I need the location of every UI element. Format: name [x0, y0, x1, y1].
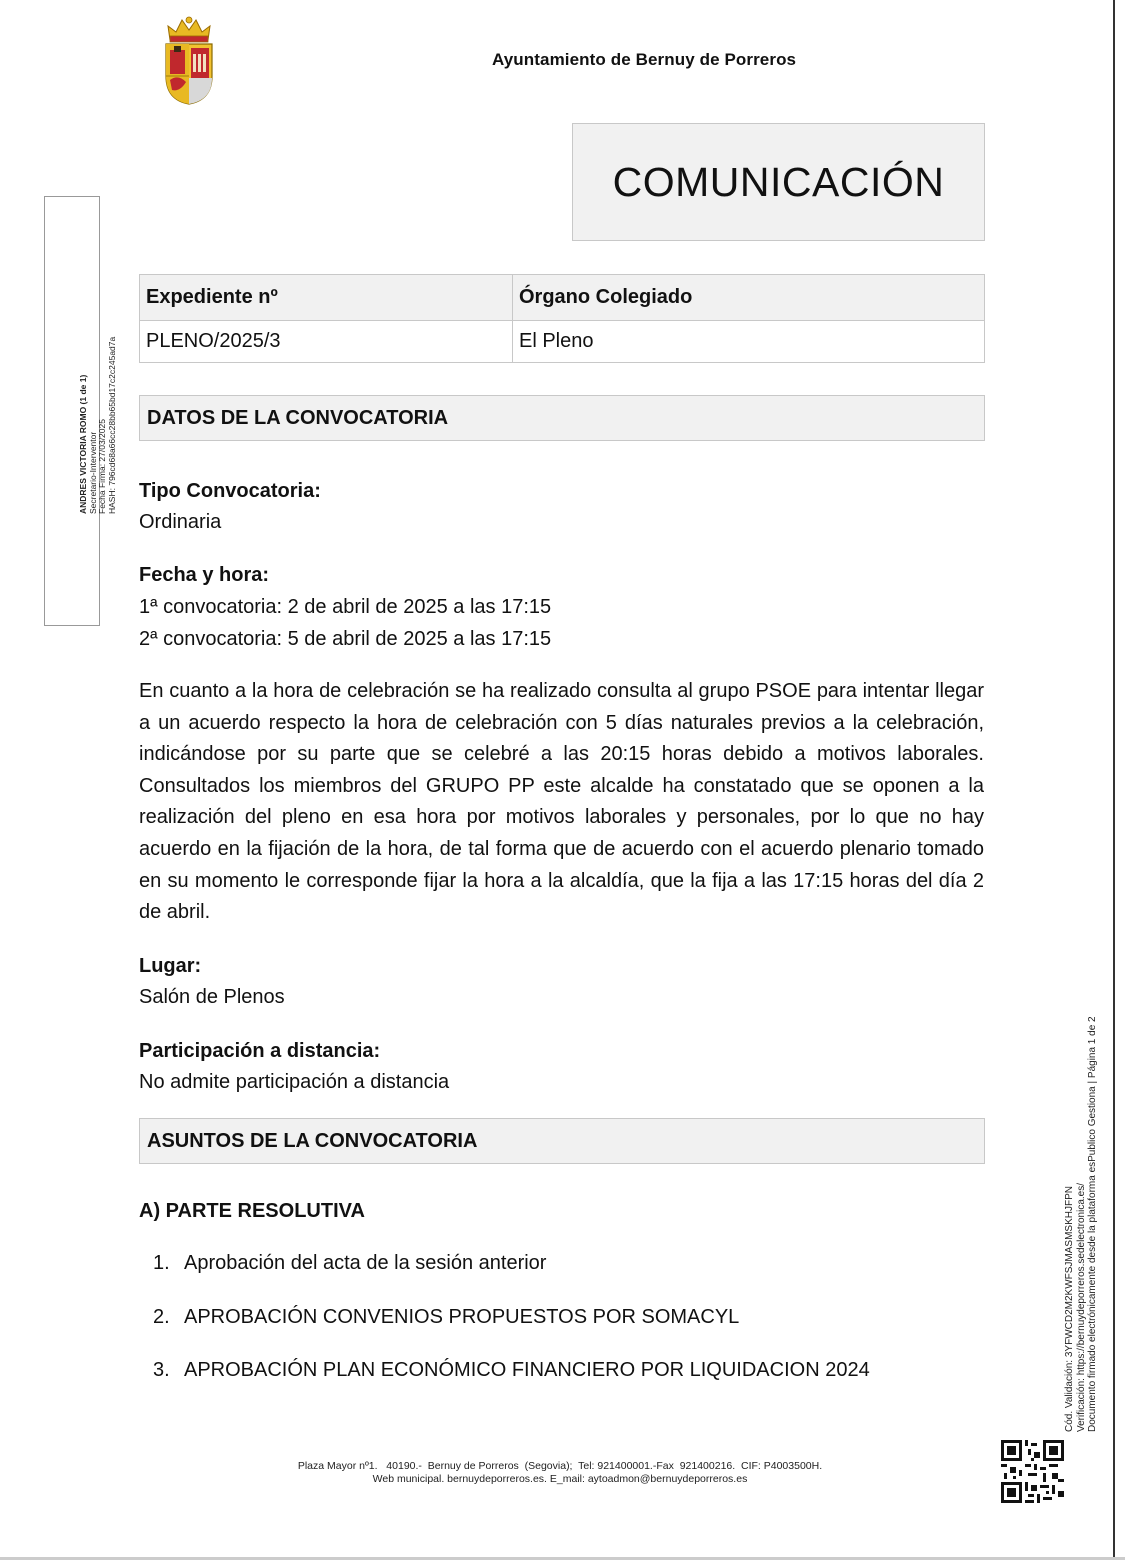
footer-address: Plaza Mayor nº1. 40190.- Bernuy de Porreros (Segovia); Tel: 921400001.-Fax 921400216. CIF: P4003500H. [297, 1460, 823, 1472]
agenda-item-text: APROBACIÓN PLAN ECONÓMICO FINANCIERO POR LIQUIDACION 2024 [184, 1359, 870, 1381]
hora-explanation-paragraph: En cuanto a la hora de celebración se ha realizado consulta al grupo PSOE para intentar llegar a un acuerdo respecto la hora de celebración con 5 días naturales previos a la celebración, indicándose por su parte que se celebré a las 20:15 horas debido a motivos laborales. Consultados los miembros del GRUPO PP este alcalde ha constatado que se oponen a la realización del pleno en esa hora por motivos laborales y personales, por lo que no hay acuerdo en la fijación de la hora, de tal forma que de acuerdo con el acuerdo plenario tomado en su momento le corresponde fijar la hora a la alcaldía, que la fija a las 17:15 horas del día 2 de abril. [139, 680, 984, 924]
agenda-item-number: 2. [153, 1305, 170, 1328]
table-cell: PLENO/2025/3 [140, 321, 513, 363]
verification-code: Cód. Validación: 3YFWCD2M2KWFSJMASMSKHJFPN [1064, 1186, 1075, 1432]
table-header-cell: Órgano Colegiado [513, 275, 985, 321]
document-type-title: COMUNICACIÓN [612, 158, 945, 205]
tipo-label: Tipo Convocatoria: [139, 480, 321, 502]
page-footer [200, 1460, 920, 1486]
fecha-segunda: 2ª convocatoria: 5 de abril de 2025 a las 17:15 [139, 628, 552, 650]
table-header-cell: Expediente nº [140, 275, 513, 321]
signature-date: Fecha Firma: 27/03/2025 [97, 419, 107, 514]
fecha-primera: 1ª convocatoria: 2 de abril de 2025 a las 17:15 [139, 596, 552, 618]
coat-of-arms-icon [162, 14, 216, 106]
lugar-value: Salón de Plenos [139, 986, 285, 1008]
table-cell: El Pleno [513, 321, 985, 363]
lugar-label: Lugar: [139, 955, 202, 977]
fecha-label: Fecha y hora: [139, 564, 270, 586]
verification-note: Documento firmado electrónicamente desde la plataforma esPublico Gestiona | Página 1 de 2 [1087, 1016, 1098, 1432]
qr-code-icon [1001, 1440, 1064, 1503]
expediente-table [139, 274, 985, 363]
agenda-item-text: APROBACIÓN CONVENIOS PROPUESTOS POR SOMACYL [184, 1305, 740, 1328]
agenda-list [153, 1252, 870, 1413]
signature-hash: HASH: 796cd68a66cc28bb65bd17c2c245ad7a [106, 336, 117, 514]
agenda-item [153, 1359, 870, 1413]
section-heading-datos: DATOS DE LA CONVOCATORIA [139, 395, 985, 441]
verification-url: Verificación: https://bernuydeporreros.sedelectronica.es/ [1075, 1182, 1087, 1432]
footer-contact: Web municipal. bernuydeporreros.es. E_mail: aytoadmon@bernuydeporreros.es [372, 1473, 748, 1485]
table-row [140, 321, 985, 363]
municipality-name: Ayuntamiento de Bernuy de Porreros [492, 50, 797, 69]
agenda-item [153, 1252, 870, 1306]
verification-text [1064, 1016, 1099, 1432]
document-type-box [572, 123, 985, 241]
section-heading-asuntos: ASUNTOS DE LA CONVOCATORIA [139, 1118, 985, 1164]
agenda-item-number: 1. [153, 1252, 170, 1274]
distancia-value: No admite participación a distancia [139, 1071, 450, 1093]
signature-role: Secretario-Interventor [87, 431, 98, 514]
signature-signer: ANDRES VICTORIA ROMO (1 de 1) [78, 374, 88, 514]
agenda-item [153, 1306, 870, 1360]
tipo-value: Ordinaria [139, 511, 222, 533]
signature-stamp-text [79, 337, 117, 514]
page-right-border [1113, 0, 1125, 1560]
agenda-item-number: 3. [153, 1359, 170, 1381]
table-header-row [140, 275, 985, 321]
agenda-item-text: Aprobación del acta de la sesión anterior [184, 1252, 547, 1274]
parte-resolutiva-heading: A) PARTE RESOLUTIVA [139, 1200, 365, 1222]
distancia-label: Participación a distancia: [139, 1040, 381, 1062]
